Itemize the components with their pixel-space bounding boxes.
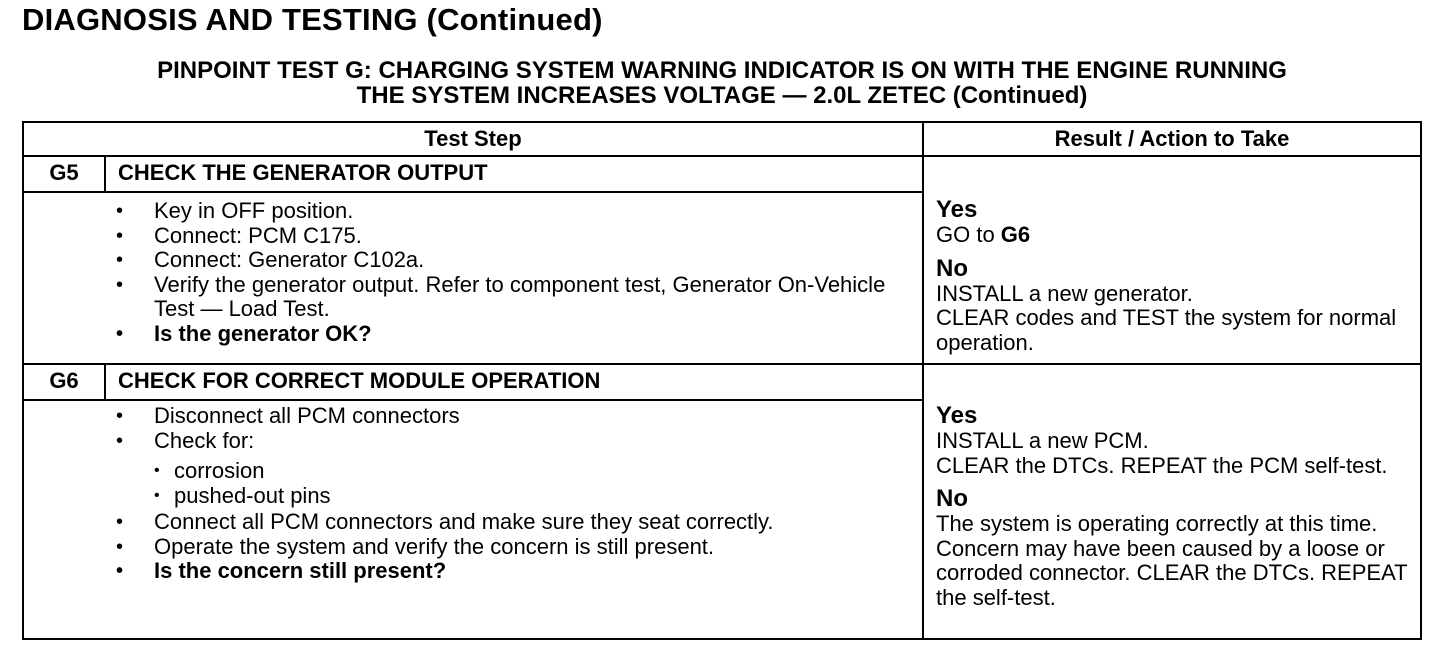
g5-actions <box>116 199 906 346</box>
g5-title-underline <box>24 191 922 193</box>
page-header: DIAGNOSIS AND TESTING (Continued) <box>22 2 603 37</box>
list-item-question: • Is the generator OK? <box>116 322 906 347</box>
list-item: • Verify the generator output. Refer to component test, Generator On-Vehicle Test — Load Test. <box>116 273 906 322</box>
yes-action-text: GO to <box>936 222 1001 247</box>
list-item: • Connect: PCM C175. <box>116 224 906 249</box>
no-action: The system is operating correctly at this time. Concern may have been caused by a loose or corroded connector. CLEAR the DTCs. REPEAT the self-test. <box>936 511 1408 610</box>
check-item: • corrosion <box>116 459 906 484</box>
pinpoint-test-table <box>22 121 1422 640</box>
list-item: • Disconnect all PCM connectors <box>116 404 906 429</box>
g5-id-divider <box>104 156 106 192</box>
list-item-question: • Is the concern still present? <box>116 559 906 584</box>
result-action-header: Result / Action to Take <box>1054 126 1290 151</box>
no-label: No <box>936 254 968 282</box>
step-title-g5: CHECK THE GENERATOR OUTPUT <box>118 160 488 185</box>
list-item: • Connect all PCM connectors and make sure they seat correctly. <box>116 510 906 535</box>
no-action: CLEAR codes and TEST the system for normal operation. <box>936 305 1397 355</box>
list-item: • Key in OFF position. <box>116 199 906 224</box>
step-id-g6: G6 <box>49 368 79 393</box>
goto-step-ref: G6 <box>1000 222 1031 247</box>
row-divider <box>24 363 1420 365</box>
g6-id-divider <box>104 364 106 400</box>
check-item: • pushed-out pins <box>116 484 906 509</box>
list-item: • Connect: Generator C102a. <box>116 248 906 273</box>
yes-label: Yes <box>936 196 978 223</box>
pinpoint-test-title: PINPOINT TEST G: CHARGING SYSTEM WARNING INDICATOR IS ON WITH THE ENGINE RUNNING <box>157 57 1287 84</box>
g6-title-underline <box>24 399 922 401</box>
step-id-g5: G5 <box>49 160 79 185</box>
list-item: • Operate the system and verify the concern is still present. <box>116 535 906 560</box>
step-title-g6: CHECK FOR CORRECT MODULE OPERATION <box>118 368 601 393</box>
g6-actions <box>116 404 906 584</box>
yes-label: Yes <box>936 402 978 429</box>
no-label: No <box>936 485 968 512</box>
header-divider <box>24 155 1420 157</box>
list-item: • Check for: <box>116 429 906 454</box>
g5-results <box>936 197 1416 355</box>
column-divider <box>922 123 924 638</box>
yes-action: INSTALL a new PCM. <box>936 428 1149 453</box>
pinpoint-test-subtitle: THE SYSTEM INCREASES VOLTAGE — 2.0L ZETEC (Continued) <box>356 82 1088 109</box>
test-step-header: Test Step <box>424 126 522 151</box>
g6-results <box>936 403 1416 610</box>
no-action: INSTALL a new generator. <box>936 280 1193 306</box>
yes-action <box>936 223 1416 248</box>
yes-action: CLEAR the DTCs. REPEAT the PCM self-test. <box>936 452 1388 478</box>
